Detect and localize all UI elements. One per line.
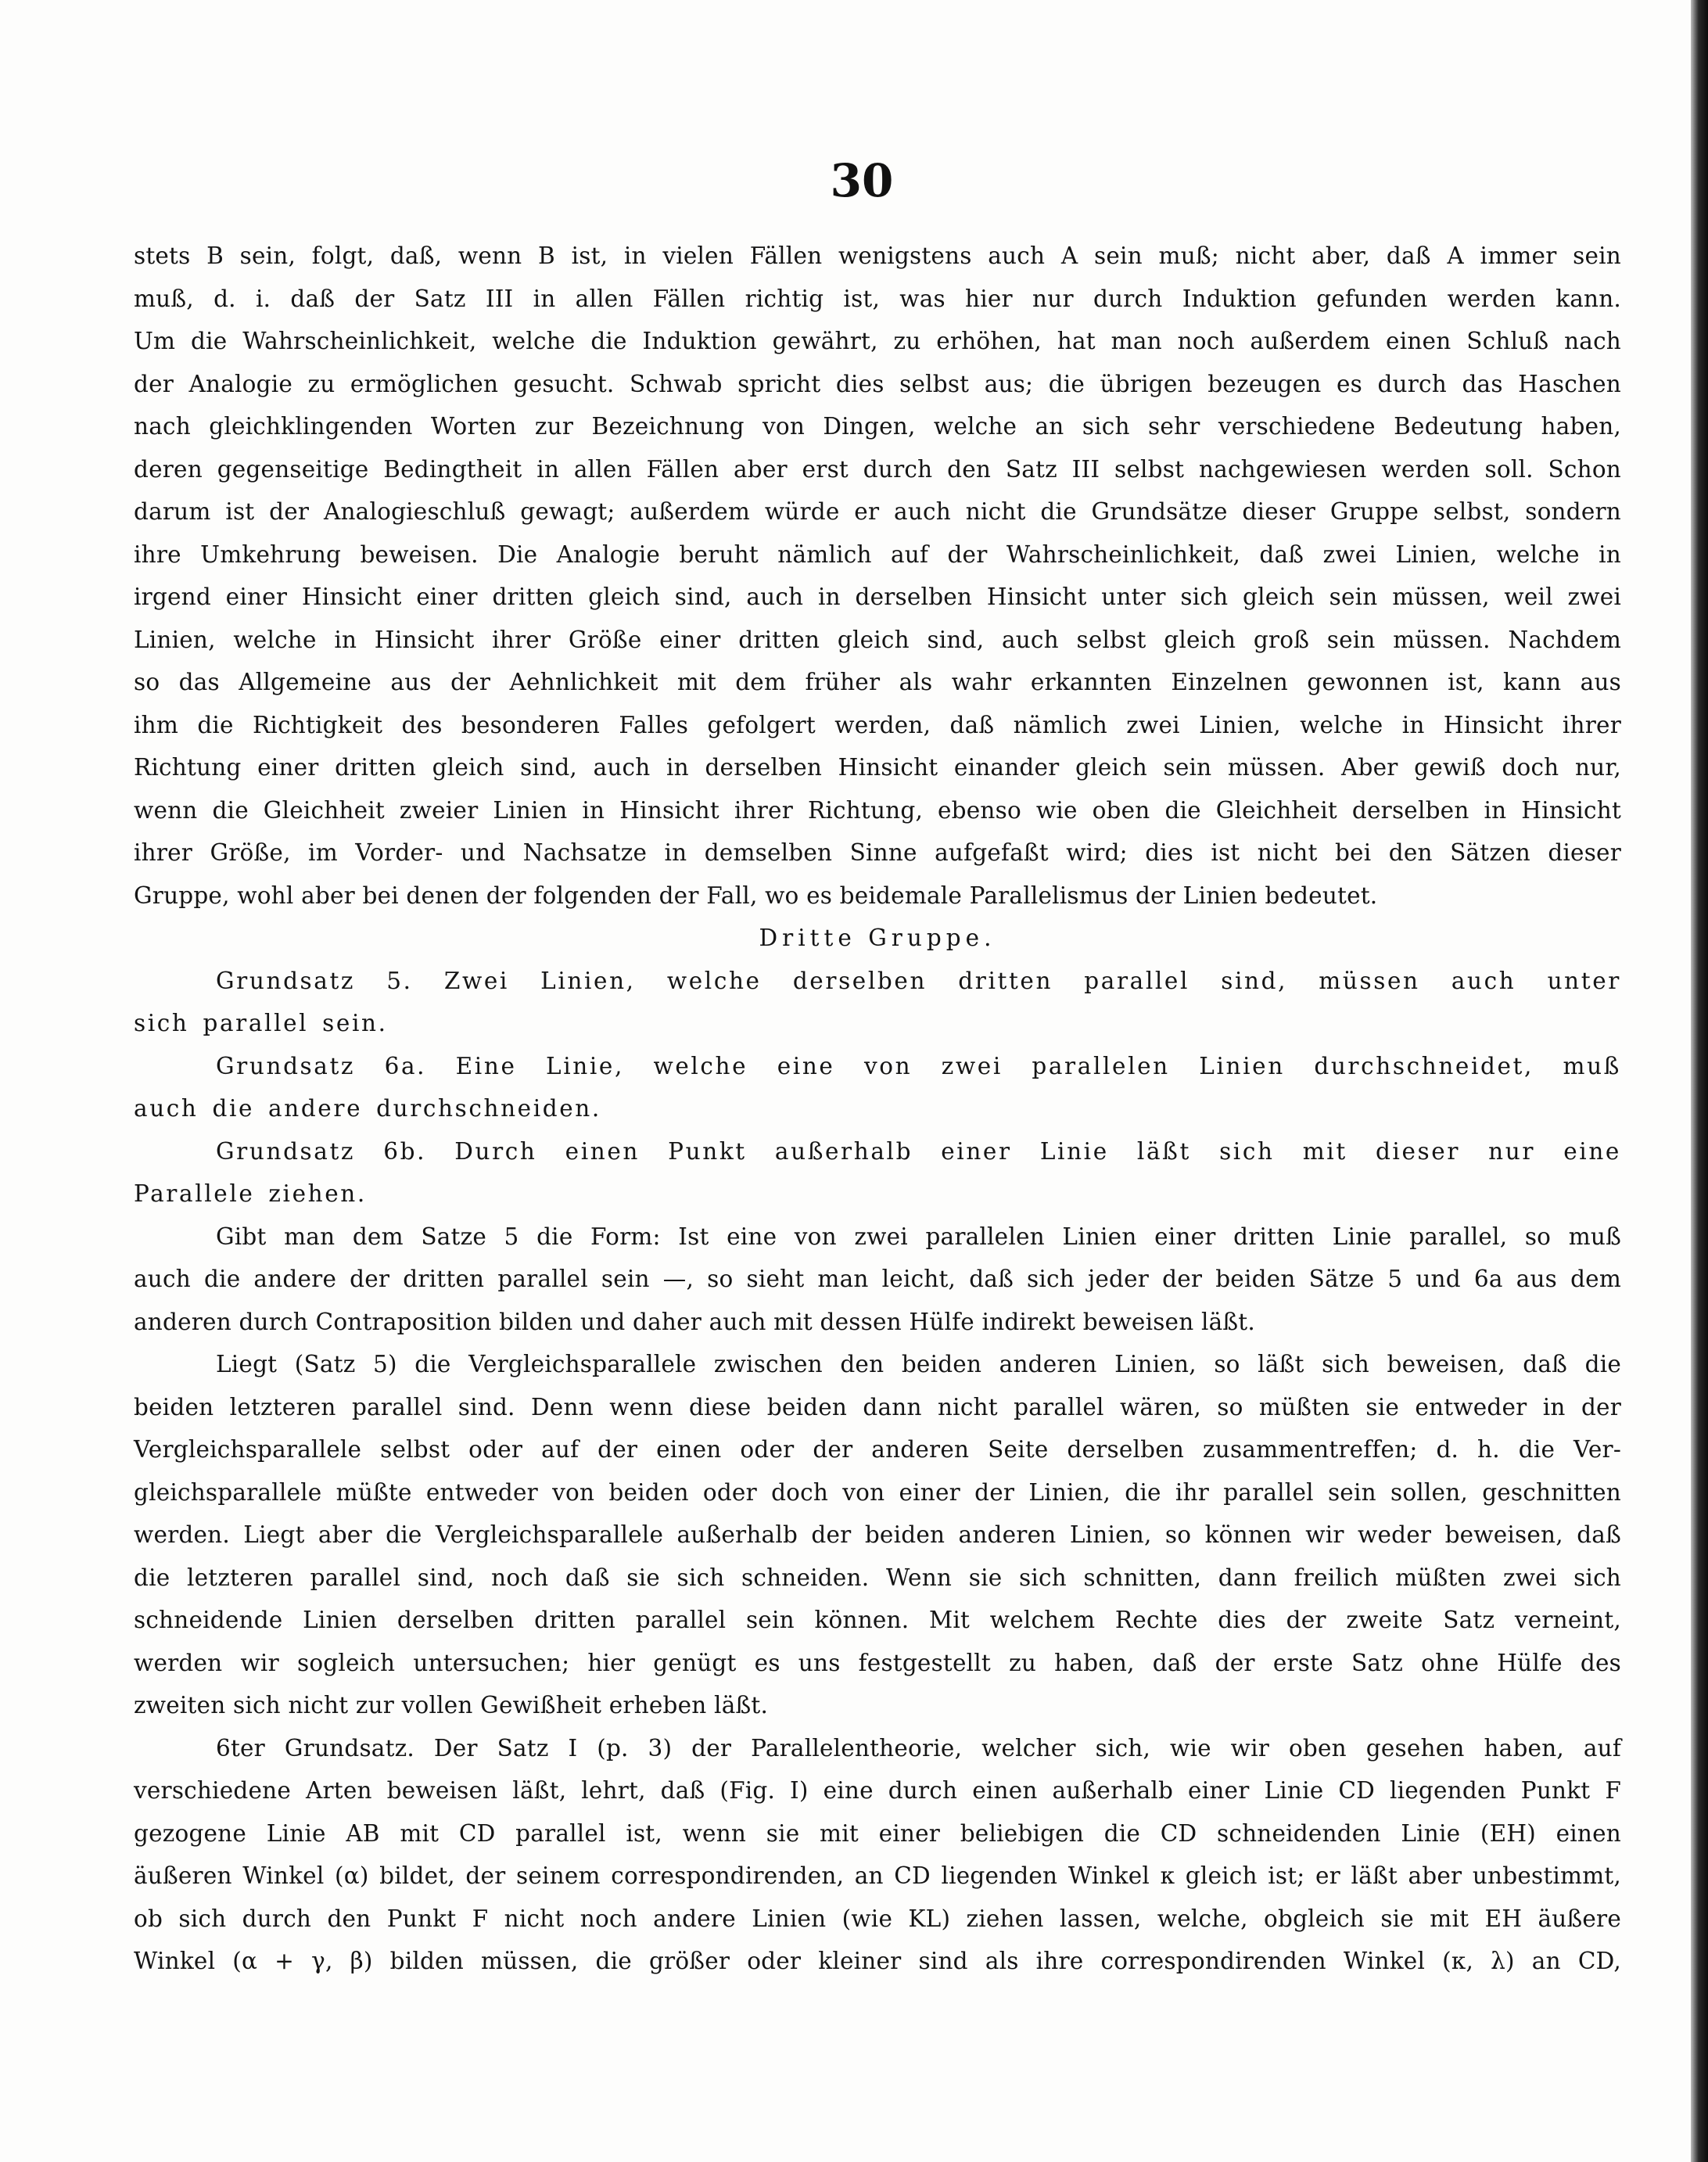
text-line: irgend einer Hinsicht einer dritten gleich sind, auch in derselben Hinsicht unter sich gleich sein müssen, weil zwei: [134, 584, 1621, 610]
text-line: gleichsparallele müßte entweder von beiden oder doch von einer der Linien, die ihr parallel sein sollen, geschnitten: [134, 1478, 1621, 1506]
axiom-6b-line: Parallele ziehen.: [134, 1180, 367, 1207]
text-line: ihm die Richtigkeit des besonderen Falles gefolgert werden, daß nämlich zwei Linien, welche in Hinsicht ihrer: [134, 711, 1621, 738]
text-line: werden wir sogleich untersuchen; hier genügt es uns festgestellt zu haben, daß der erste Satz ohne Hülfe des: [134, 1649, 1621, 1676]
axiom-6b-line: Grundsatz 6b. Durch einen Punkt außerhalb einer Linie läßt sich mit dieser nur eine: [216, 1137, 1621, 1165]
text-line: anderen durch Contraposition bilden und daher auch mit dessen Hülfe indirekt beweisen läßt.: [134, 1308, 1255, 1335]
axiom-5-line: sich parallel sein.: [134, 1010, 388, 1036]
axiom-5-line: Grundsatz 5. Zwei Linien, welche derselben dritten parallel sind, müssen auch unter: [216, 967, 1621, 994]
text-line: ihrer Größe, im Vorder- und Nachsatze in demselben Sinne aufgefaßt wird; dies ist nicht bei den Sätzen dieser: [134, 839, 1621, 866]
text-line: gezogene Linie AB mit CD parallel ist, wenn sie mit einer beliebigen die CD schneidenden Linie (EH) einen: [134, 1819, 1621, 1847]
text-line: auch die andere der dritten parallel sein —, so sieht man leicht, daß sich jeder der beiden Sätze 5 und 6a aus dem: [134, 1266, 1621, 1292]
text-line: der Analogie zu ermöglichen gesucht. Schwab spricht dies selbst aus; die übrigen bezeugen es durch das Haschen: [134, 370, 1621, 397]
section-heading: Dritte Gruppe.: [759, 925, 996, 951]
text-line: nach gleichklingenden Worten zur Bezeichnung von Dingen, welche an sich sehr verschiedene Bedeutung haben,: [134, 413, 1621, 440]
text-line: so das Allgemeine aus der Aehnlichkeit mit dem früher als wahr erkannten Einzelnen gewonnen ist, kann aus: [134, 669, 1621, 695]
text-line: werden. Liegt aber die Vergleichsparallele außerhalb der beiden anderen Linien, so können wir weder beweisen, daß: [134, 1521, 1621, 1548]
text-line: Liegt (Satz 5) die Vergleichsparallele zwischen den beiden anderen Linien, so läßt sich beweisen, daß die: [216, 1351, 1621, 1377]
text-line: schneidende Linien derselben dritten parallel sein können. Mit welchem Rechte dies der zweite Satz verneint,: [134, 1607, 1621, 1633]
text-line: darum ist der Analogieschluß gewagt; außerdem würde er auch nicht die Grundsätze dieser Gruppe selbst, sondern: [134, 498, 1621, 525]
text-line: beiden letzteren parallel sind. Denn wenn diese beiden dann nicht parallel wären, so müßten sie entweder in der: [134, 1393, 1621, 1420]
axiom-6a-line: auch die andere durchschneiden.: [134, 1095, 601, 1122]
page-edge-shadow: [1691, 0, 1708, 2162]
text-line: äußeren Winkel (α) bildet, der seinem correspondirenden, an CD liegenden Winkel κ gleich ist; er läßt aber unbestimmt,: [134, 1862, 1621, 1889]
text-line: zweiten sich nicht zur vollen Gewißheit erheben läßt.: [134, 1692, 769, 1718]
page-number: 30: [830, 154, 894, 207]
text-line: die letzteren parallel sind, noch daß sie sich schneiden. Wenn sie sich schnitten, dann freilich müßten zwei sich: [134, 1564, 1621, 1591]
text-line: Winkel (α + γ, β) bilden müssen, die größer oder kleiner sind als ihre correspondirenden Winkel (κ, λ) an CD,: [134, 1948, 1621, 1974]
text-line: Um die Wahrscheinlichkeit, welche die Induktion gewährt, zu erhöhen, hat man noch außerdem einen Schluß nach: [134, 328, 1621, 354]
text-line: 6ter Grundsatz. Der Satz I (p. 3) der Parallelentheorie, welcher sich, wie wir oben gesehen haben, auf: [216, 1734, 1621, 1762]
text-line: wenn die Gleichheit zweier Linien in Hinsicht ihrer Richtung, ebenso wie oben die Gleichheit derselben in Hinsicht: [134, 796, 1621, 824]
text-line: ihre Umkehrung beweisen. Die Analogie beruht nämlich auf der Wahrscheinlichkeit, daß zwei Linien, welche in: [134, 540, 1621, 568]
text-line: Richtung einer dritten gleich sind, auch in derselben Hinsicht einander gleich sein müssen. Aber gewiß doch nur,: [134, 754, 1621, 781]
text-line: stets B sein, folgt, daß, wenn B ist, in vielen Fällen wenigstens auch A sein muß; nicht aber, daß A immer sein: [134, 242, 1621, 269]
text-line: muß, d. i. daß der Satz III in allen Fällen richtig ist, was hier nur durch Induktion gefunden werden kann.: [134, 285, 1621, 312]
axiom-6a-line: Grundsatz 6a. Eine Linie, welche eine von zwei parallelen Linien durchschneidet, muß: [216, 1052, 1621, 1079]
text-line: ob sich durch den Punkt F nicht noch andere Linien (wie KL) ziehen lassen, welche, obgleich sie mit EH äußere: [134, 1905, 1621, 1932]
text-line: Gibt man dem Satze 5 die Form: Ist eine von zwei parallelen Linien einer dritten Linie parallel, so muß: [216, 1223, 1621, 1250]
text-line: Gruppe, wohl aber bei denen der folgenden der Fall, wo es beidemale Parallelismus der Linien bedeutet.: [134, 882, 1378, 909]
text-line: Linien, welche in Hinsicht ihrer Größe einer dritten gleich sind, auch selbst gleich groß sein müssen. Nachdem: [134, 626, 1621, 653]
body-text: [134, 235, 1621, 1983]
text-line: deren gegenseitige Bedingtheit in allen Fällen aber erst durch den Satz III selbst nachgewiesen werden soll. Schon: [134, 455, 1621, 483]
text-line: verschiedene Arten beweisen läßt, lehrt, daß (Fig. I) eine durch einen außerhalb einer Linie CD liegenden Punkt F: [134, 1777, 1621, 1804]
text-line: Vergleichsparallele selbst oder auf der einen oder der anderen Seite derselben zusammentreffen; d. h. die Ver-: [134, 1436, 1621, 1463]
